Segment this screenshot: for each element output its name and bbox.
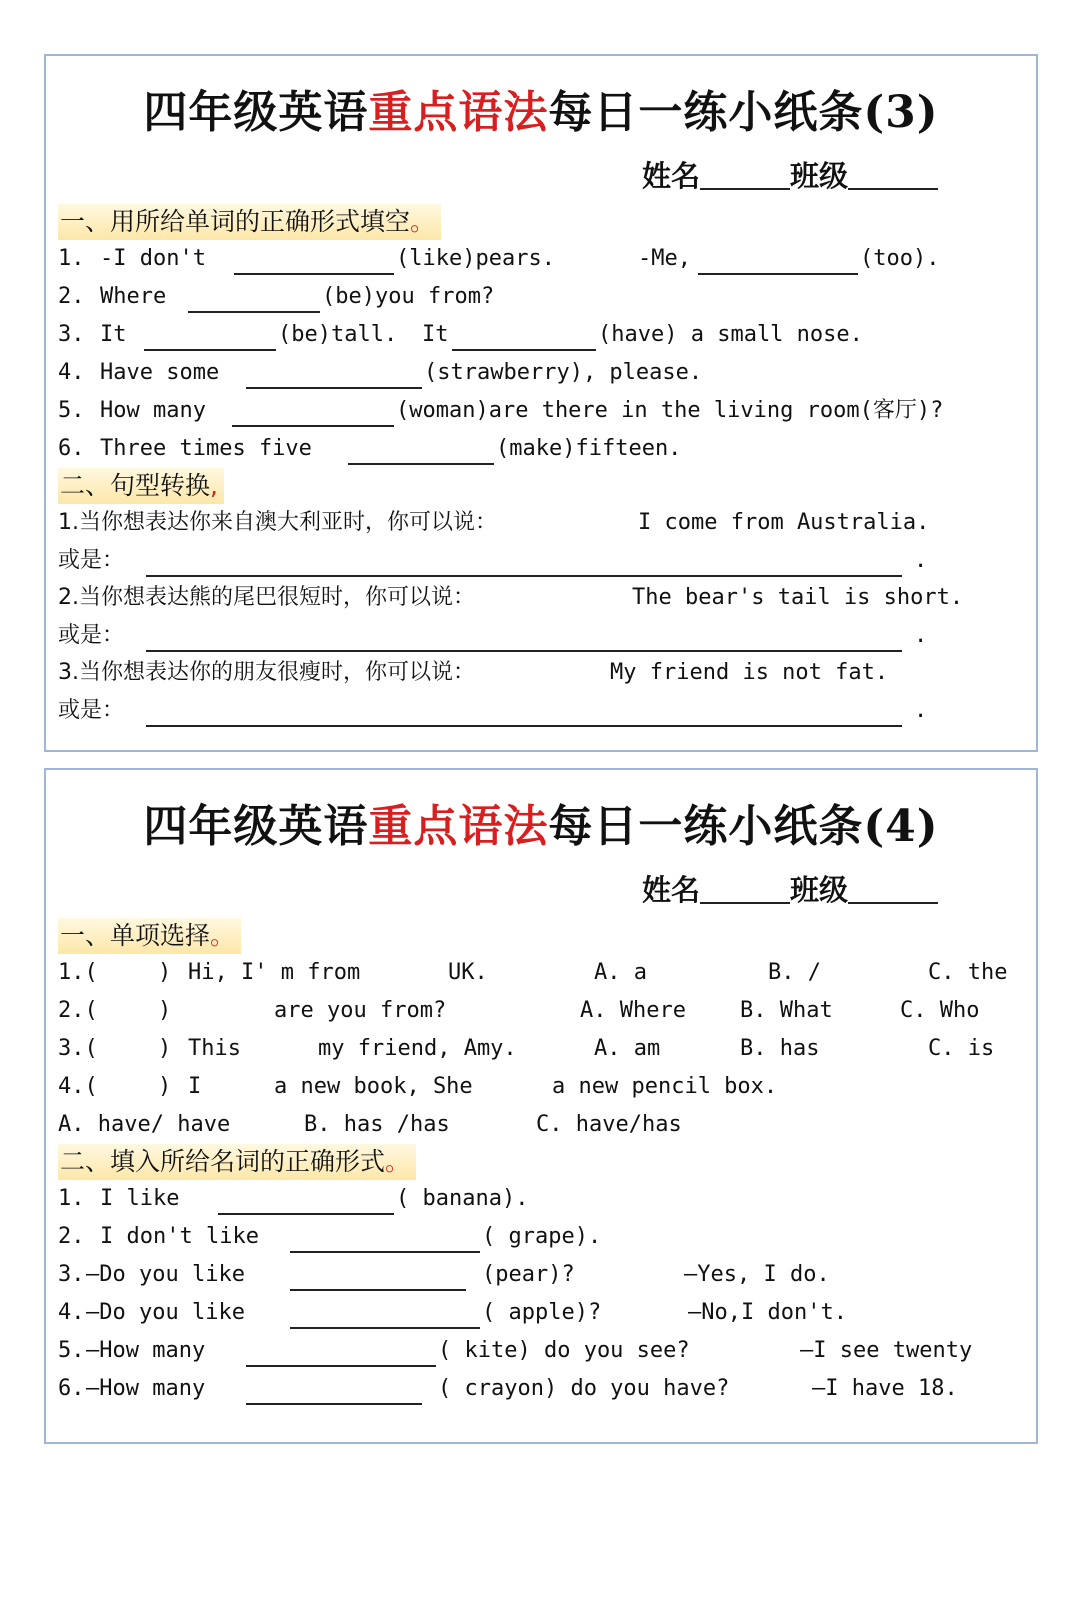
card-title: 四年级英语重点语法每日一练小纸条(4) [143,801,939,852]
answer-line[interactable] [146,725,902,727]
question-1: 1. -I don't (like)pears. -Me, (too). [58,242,1028,276]
answer-blank[interactable] [246,1365,436,1367]
answer-blank[interactable] [452,349,596,351]
answer-blank[interactable] [234,273,394,275]
choice-4-options: A. have/ have B. has /has C. have/has [58,1112,682,1137]
name-class-line [642,868,938,909]
transform-2-answer: 或是： . [58,619,1028,653]
transform-1-prompt: 1.当你想表达你来自澳大利亚时，你可以说： I come from Australia. [58,510,930,535]
fill-6: 6. —How many ( crayon) do you have? —I have 18. [58,1372,1028,1406]
card-title: 四年级英语重点语法每日一练小纸条(3) [143,87,939,138]
class-blank[interactable] [848,158,938,190]
name-label: 姓名 [642,159,701,193]
question-3: 3. It (be)tall. It (have) a small nose. [58,318,1028,352]
fill-1: 1. I like ( banana). [58,1182,1028,1216]
answer-blank[interactable] [246,1403,422,1405]
choice-1: 1.( ) Hi, I' m from UK. A. a B. / C. the [58,960,1008,985]
class-blank[interactable] [848,872,938,904]
choice-4: 4.( ) I a new book, She a new pencil box. [58,1074,778,1099]
answer-blank[interactable] [232,425,394,427]
fill-2: 2. I don't like ( grape). [58,1220,1028,1254]
answer-blank[interactable] [290,1327,480,1329]
name-label: 姓名 [642,873,701,907]
answer-blank[interactable] [290,1251,480,1253]
name-class-line [642,154,938,195]
answer-blank[interactable] [188,311,320,313]
transform-2-prompt: 2.当你想表达熊的尾巴很短时，你可以说： The bear's tail is short. [58,585,964,610]
choice-3: 3.( ) This my friend, Amy. A. am B. has C. is [58,1036,995,1061]
fill-3: 3. —Do you like (pear)? —Yes, I do. [58,1258,1028,1292]
section-heading-multiple-choice: 一、单项选择。 [58,918,241,954]
answer-blank[interactable] [218,1213,394,1215]
section-heading-noun-forms: 二、填入所给名词的正确形式。 [58,1144,416,1180]
transform-3-answer: 或是： . [58,694,1028,728]
worksheet-card-3 [44,54,1038,752]
answer-blank[interactable] [698,273,858,275]
transform-3-prompt: 3.当你想表达你的朋友很瘦时，你可以说： My friend is not fat. [58,660,889,685]
question-6: 6. Three times five (make)fifteen. [58,432,1028,466]
answer-line[interactable] [146,575,902,577]
answer-blank[interactable] [290,1289,466,1291]
worksheet-card-4 [44,768,1038,1444]
choice-2: 2.( ) are you from? A. Where B. What C. Who [58,998,980,1023]
transform-1-answer: 或是： . [58,544,1028,578]
answer-blank[interactable] [246,387,422,389]
question-2: 2. Where (be)you from? [58,280,1028,314]
fill-4: 4. —Do you like ( apple)? —No,I don't. [58,1296,1028,1330]
fill-5: 5. —How many ( kite) do you see? —I see twenty [58,1334,1028,1368]
section-heading-fill-in: 一、用所给单词的正确形式填空。 [58,204,441,240]
answer-blank[interactable] [348,463,494,465]
name-blank[interactable] [700,872,790,904]
section-heading-transform: 二、句型转换, [58,468,224,504]
class-label: 班级 [790,159,849,193]
class-label: 班级 [790,873,849,907]
question-4: 4. Have some (strawberry), please. [58,356,1028,390]
answer-line[interactable] [146,650,902,652]
question-5: 5. How many (woman)are there in the living room(客厅)? [58,394,1028,428]
name-blank[interactable] [700,158,790,190]
answer-blank[interactable] [144,349,276,351]
